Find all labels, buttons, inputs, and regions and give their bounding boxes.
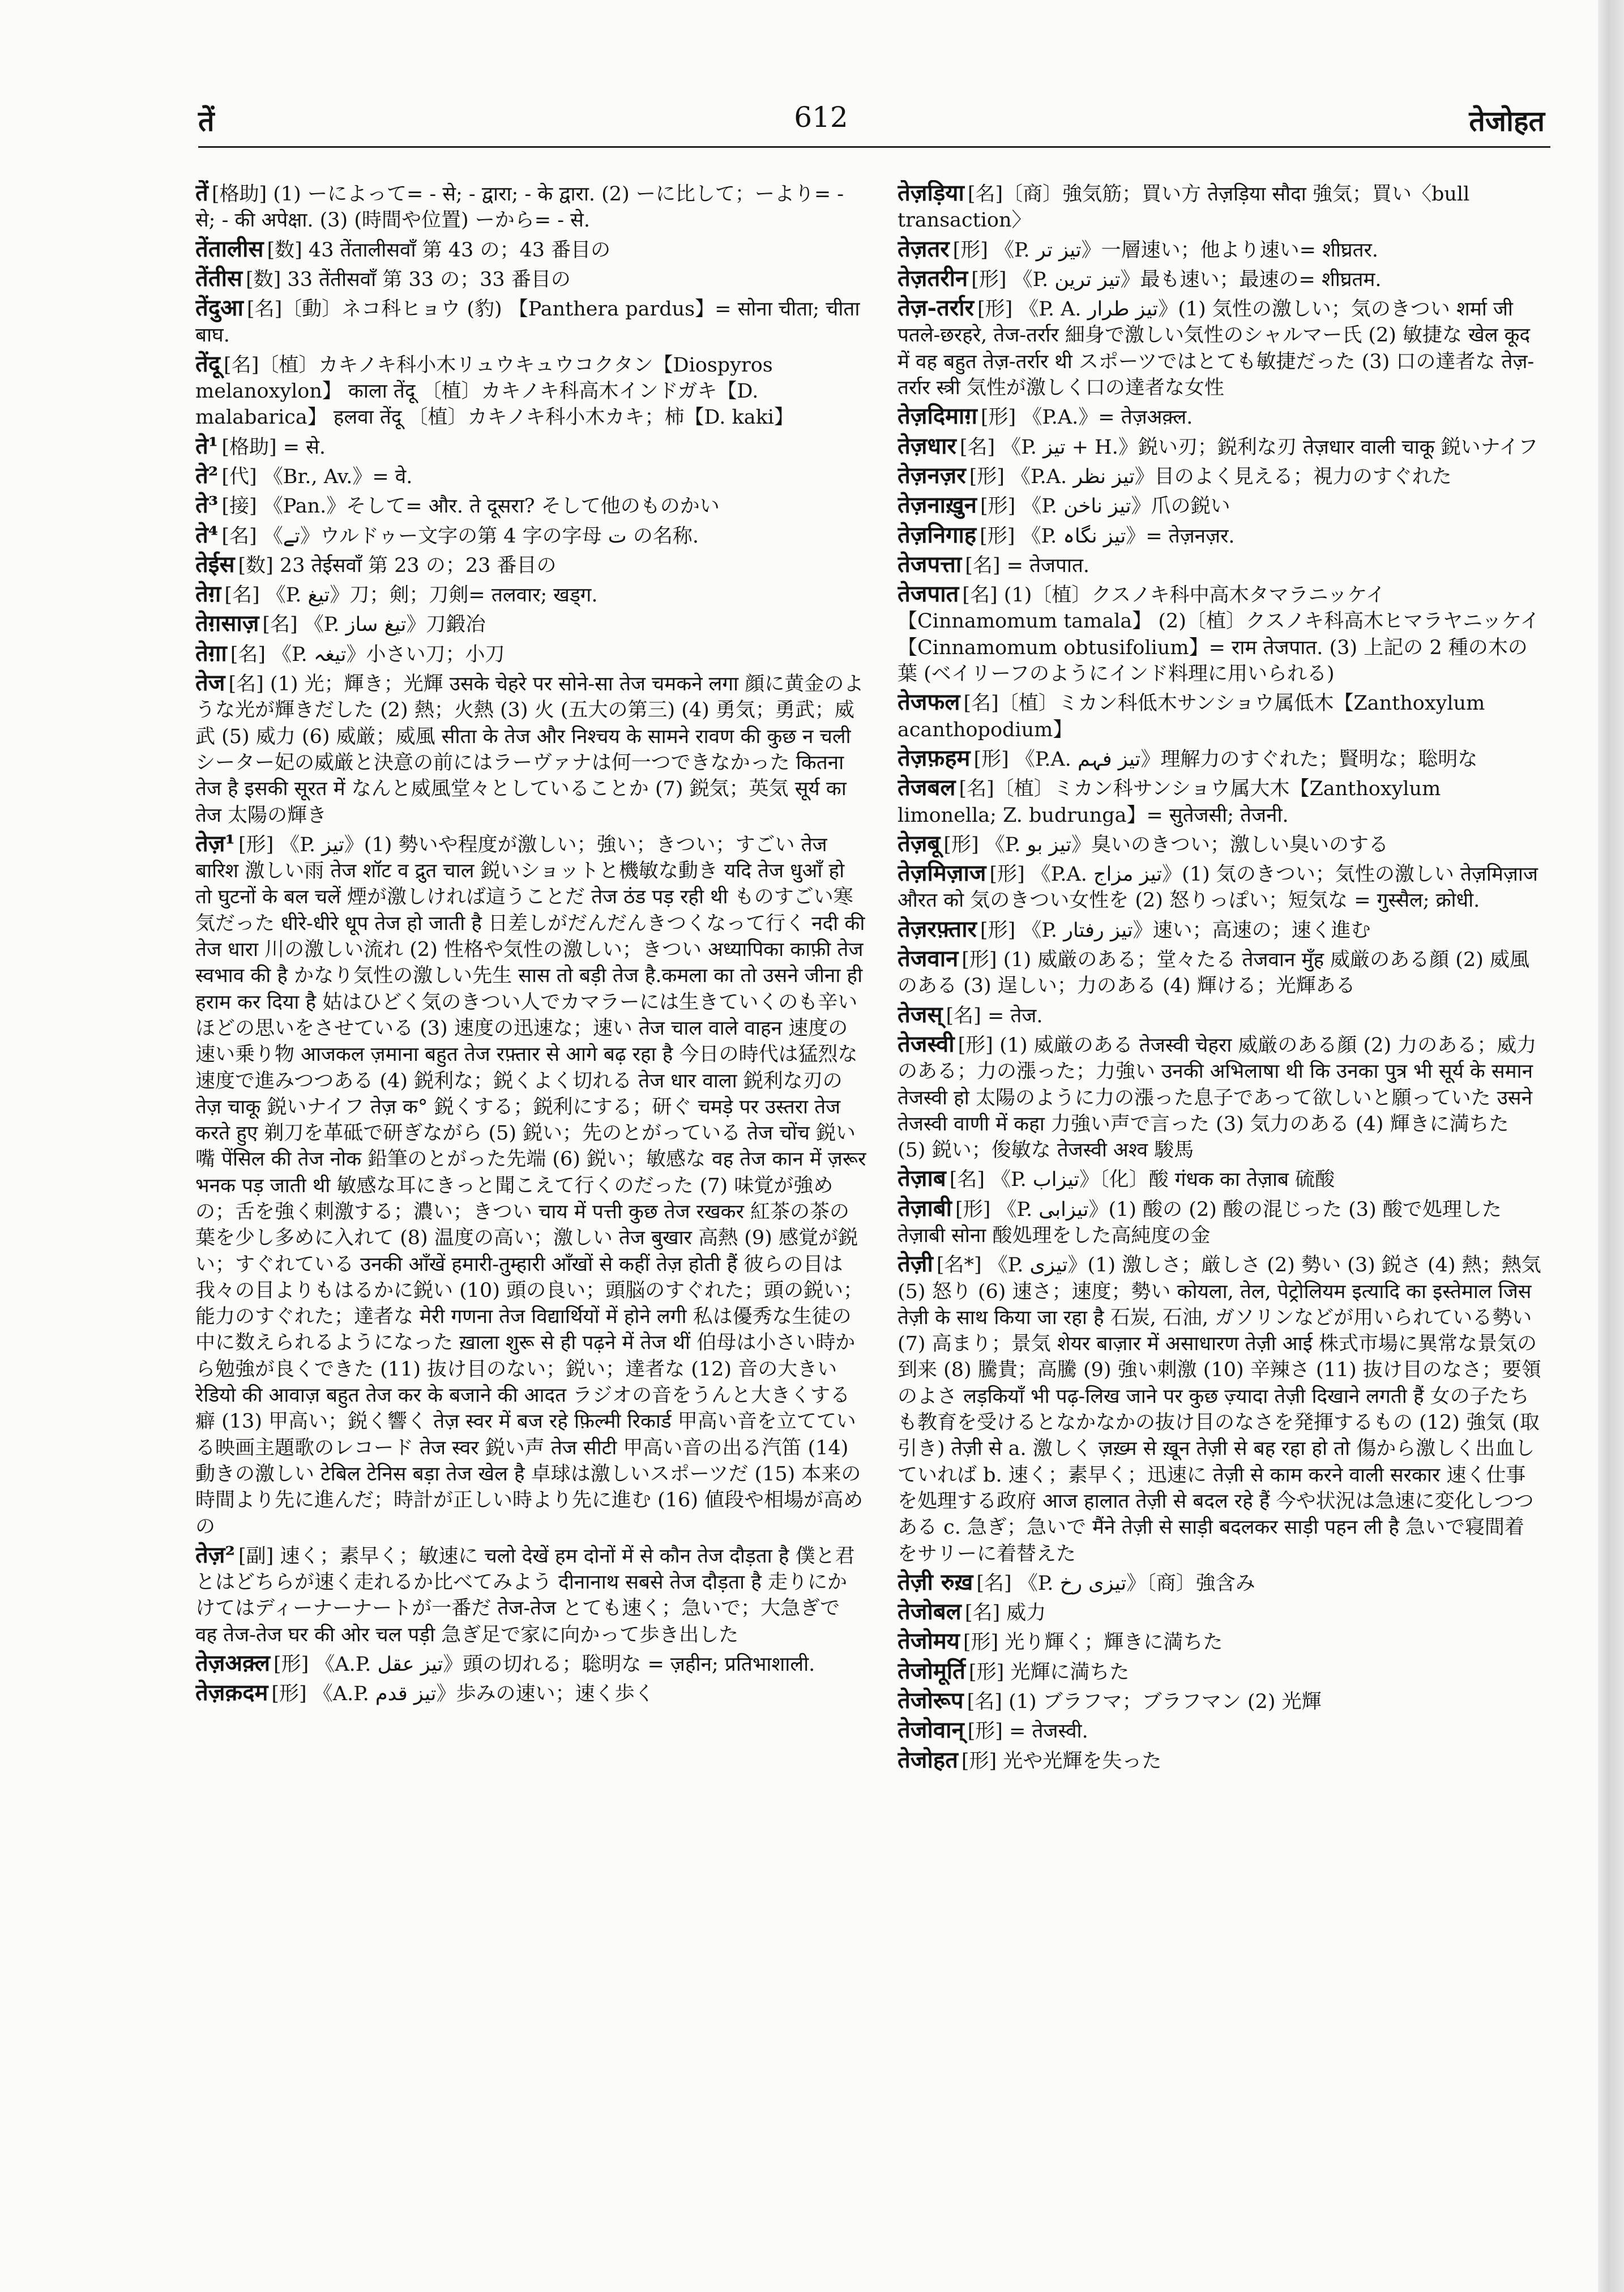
entry-headword: ते³ [195, 492, 219, 519]
dictionary-entry [195, 611, 866, 638]
dictionary-entry [898, 552, 1543, 579]
entry-headword: तेज़तरीन [898, 264, 968, 292]
dictionary-entry [898, 522, 1543, 549]
entry-headword: तेजस्वी [898, 1030, 955, 1057]
entry-headword: तेज़रफ़्तार [898, 915, 977, 942]
entry-definition: [形] (1) 威厳のある；堂々たる तेजवान मुँह 威厳のある顔 (2) 威風のある (3) 逞しい；力のある (4) 輝ける；光輝ある [898, 949, 1530, 998]
entry-headword: तेंदू [195, 350, 221, 377]
dictionary-entry [195, 522, 866, 549]
entry-headword: तेजोरूप [898, 1687, 964, 1714]
dictionary-entry [898, 1717, 1543, 1744]
entry-headword: तेजवान [898, 945, 959, 972]
dictionary-entry [195, 1650, 866, 1678]
entry-definition: [名] = तेज. [946, 1004, 1043, 1027]
entry-definition: [名] 《P. تیز + H.》鋭い刃；鋭利な刃 तेज़धार वाली चाकू 鋭いナイフ [959, 436, 1538, 459]
entry-definition: [形] 《P. تیز ترین》最も速い；最速の= शीघ्रतम. [971, 268, 1382, 291]
dictionary-entry [195, 463, 866, 490]
entry-headword: तेज़नज़र [898, 462, 966, 489]
entry-definition: [名*] 《P. تیزی》(1) 激しさ；厳しさ (2) 勢い (3) 鋭さ (4) 熱；熱気 (5) 怒り (6) 速さ；速度；勢い कोयला, तेल, पेट्रोलियम इत्यादि का इस्तेमाल जिस तेज़ी के साथ किया जा रहा है 石炭, 石油, ガソリンなどが用いられている勢い (7) 高まり；景気 शेयर बाज़ार में असाधारण तेज़ी आई 株式市場に異常な景気の到来 (8) 騰貴；高騰 (9) 強い刺激 (10) 辛辣さ (11) 抜け目のなさ；要領のよさ लड़कियाँ भी पढ़-लिख जाने पर कुछ ज़्यादा तेज़ी दिखाने लगती हैं 女の子たちも教育を受けるとなかなかの抜け目のなさを発揮するもの (12) 強気 (取引き) तेज़ी से a. 激しく ज़ख़्म से ख़ून तेज़ी से बह रहा हो तो 傷から激しく出血していれば b. 速く；素早く；迅速に तेज़ी से काम करने वाली सरकार 速く仕事を処理する政府 आज हालात तेज़ी से बदल रहे हैं 今や状況は急速に変化しつつある c. 急ぎ；急いで मैंने तेज़ी से साड़ी बदलकर साड़ी पहन ली है 急いで寝間着をサリーに着替えた [898, 1254, 1541, 1565]
entry-headword: तेजफल [898, 689, 960, 716]
dictionary-entry [195, 670, 866, 829]
entry-headword: तेजोहत [898, 1746, 958, 1773]
entry-definition: [副] 速く；素早く；敏速に चलो देखें हम दोनों में से कौन तेज दौड़ता है 僕と君とはどちらが速く走れるか比べてみよう दीनानाथ सबसे तेज दौड़ता है 走りにかけてはディーナーナートが一番だ तेज-तेज とても速く；急いで；大急ぎで वह तेज-तेज घर की ओर चल पड़ी 急ぎ足で家に向かって歩き出した [195, 1544, 855, 1646]
entry-definition: [名] 《P. تیزاب》〔化〕酸 गंधक का तेज़ाब 硫酸 [949, 1168, 1335, 1192]
entry-definition: [名]〔商〕強気筋；買い方 तेज़ड़िया सौदा 強気；買い〈bull transaction〉 [898, 183, 1470, 232]
entry-definition: [名]〔動〕ネコ科ヒョウ (豹) 【Panthera pardus】= सोना चीता; चीता बाघ. [195, 298, 860, 347]
entry-headword: तेजोवान् [898, 1717, 964, 1744]
entry-headword: तेजपात [898, 581, 959, 608]
dictionary-entry [898, 775, 1543, 829]
dictionary-entry [195, 831, 866, 1540]
dictionary-entry [898, 1599, 1543, 1626]
entry-definition: [形] 光や光輝を失った [961, 1749, 1162, 1773]
dictionary-entry [195, 266, 866, 293]
dictionary-entry [898, 1251, 1543, 1567]
dictionary-entry [898, 1031, 1543, 1163]
right-column [898, 180, 1543, 2253]
dictionary-entry [195, 351, 866, 431]
entry-headword: तेंतालीस [195, 235, 264, 262]
entry-definition: [形] 《P. تیز نگاہ》= तेज़नज़र. [980, 524, 1235, 548]
dictionary-entry [195, 581, 866, 608]
dictionary-entry [898, 180, 1543, 234]
entry-headword: तेज़ी रुख़ [898, 1568, 973, 1595]
entry-headword: तेज़क़दम [195, 1679, 268, 1706]
dictionary-entry [898, 1166, 1543, 1193]
dictionary-entry [195, 1542, 866, 1648]
entry-headword: तेज [195, 669, 225, 697]
entry-headword: तेईस [195, 550, 235, 578]
entry-headword: तेज़मिज़ाज [898, 860, 986, 887]
dictionary-entry [898, 1688, 1543, 1715]
entry-definition: [数] 43 तेंतालीसवाँ 第 43 の；43 番目の [267, 238, 611, 262]
entry-headword: तेग़ा [195, 639, 227, 667]
header-rule [198, 146, 1550, 148]
entry-definition: [名] 《P. تیزی رخ》〔商〕強含み [976, 1572, 1255, 1595]
dictionary-entry [898, 492, 1543, 519]
entry-headword: तेजोमय [898, 1628, 960, 1655]
entry-definition: [形] (1) 威厳のある तेजस्वी चेहरा 威厳のある顔 (2) 力のある；威力のある；力の漲った；力強い उनकी अभिलाषा थी कि उनका पुत्र भी सूर्य के समान तेजस्वी हो 太陽のように力の漲った息子であって欲しいと願っていた उसने तेजस्वी वाणी में कहा 力強い声で言った (3) 気力のある (4) 輝きに満ちた (5) 鋭い；俊敏な तेजस्वी अश्व 駿馬 [898, 1034, 1537, 1162]
left-column [195, 180, 866, 2253]
entry-headword: तेज़ाबी [898, 1194, 952, 1222]
entry-headword: तेज़ाब [898, 1165, 946, 1192]
entry-definition: [名] 《P. تیغ》刀；剣；刀剣= तलवार; खड्ग. [224, 584, 598, 607]
dictionary-entry [898, 266, 1543, 293]
entry-definition: [名] 威力 [964, 1602, 1046, 1625]
entry-definition: [接] 《Pan.》そして= और. ते दूसरा? そして他のものかい [221, 495, 720, 518]
entry-definition: [形] = तेजस्वी. [967, 1720, 1088, 1743]
entry-headword: तेग़साज़ [195, 610, 259, 637]
entry-headword: तें [195, 180, 208, 206]
entry-definition: [格助] = से. [221, 436, 326, 459]
entry-headword: तेजोमूर्ति [898, 1657, 965, 1684]
entry-headword: तेज़दिमाग़ [898, 403, 977, 430]
entry-definition: [形] 《P. A. تیز طرار》(1) 気性の激しい；気のきつい शर्मा जी पतले-छरहरे, तेज-तर्रार 細身で激しい気性のシャルマー氏 (2) 敏捷な खेल कूद में वह बहुत तेज़-तर्रार थी スポーツではとても敏捷だった (3) 口の達者な तेज़-तर्रार स्त्री 気性が激しく口の達者な女性 [898, 298, 1535, 400]
entry-headword: तेज़निगाह [898, 521, 977, 548]
entry-definition: [名]〔植〕ミカン科低木サンショウ属低木【Zanthoxylum acanthopodium】 [898, 692, 1485, 741]
entry-definition: [形] 《P. تیز ناخن》爪の鋭い [980, 495, 1230, 518]
dictionary-entry [898, 689, 1543, 743]
dictionary-entry [898, 295, 1543, 401]
header-left-guide-word: तें [198, 104, 215, 138]
entry-definition: [形] 《P. تیزابی》(1) 酸の (2) 酸の混じった (3) 酸で処理した तेज़ाबी सोना 酸処理をした高純度の金 [898, 1198, 1502, 1247]
dictionary-entry [898, 916, 1543, 944]
entry-definition: [名]〔植〕カキノキ科小木リュウキュウコクタン【Diospyros melanoxylon】 काला तेंदू 〔植〕カキノキ科高木インドガキ【D. malabarica】 हलवा तेंदू 〔植〕カキノキ科小木カキ；柿【D. kaki】 [195, 353, 794, 429]
entry-definition: [名]〔植〕ミカン科サンショウ属大木【Zanthoxylum limonella; Z. budrunga】= सुतेजसी; तेजनी. [898, 778, 1441, 827]
dictionary-entry [195, 641, 866, 668]
entry-definition: [形] 《P. تیز تر》一層速い；他より速い= शीघ्रतर. [952, 238, 1378, 262]
entry-definition: [名] 《P. تیغہ》小さい刀；小刀 [230, 643, 505, 666]
entry-headword: तेज़² [195, 1541, 235, 1568]
entry-definition: [代] 《Br., Av.》= वे. [221, 465, 413, 488]
entry-definition: [形] 《P.A. تیز مزاج》(1) 気のきつい；気性の激しい तेज़मिज़ाज औरत को 気のきつい女性を (2) 怒りっぽい；短気な = गुस्सैल; क्रोधी. [898, 863, 1538, 912]
entry-definition: [格助] (1) ーによって= - से; - द्वारा; - के द्वारा. (2) ーに比して；ーより= - से; - की अपेक्षा. (3) (時間や位置) ーから= - से. [195, 183, 844, 232]
dictionary-entry [898, 433, 1543, 460]
entry-definition: [名] (1) 光；輝き；光輝 उसके चेहरे पर सोने-सा तेज चमकने लगा 顔に黄金のような光が輝きだした (2) 熱；火熱 (3) 火 (五大の第三) (4) 勇気；勇武；威武 (5) 威力 (6) 威厳；威風 सीता के तेज और निश्चय के सामने रावण की कुछ न चली シーター妃の威厳と決意の前にはラーヴァナは何一つできなかった कितना तेज है इसकी सूरत में なんと威風堂々としていることか (7) 鋭気；英気 सूर्य का तेज 太陽の輝き [195, 673, 864, 827]
entry-headword: तेजोबल [898, 1598, 961, 1625]
entry-headword: तेज़अक़्ल [195, 1650, 270, 1677]
entry-headword: तेज़नाख़ुन [898, 492, 977, 519]
entry-definition: [数] 33 तेंतीसवाँ 第 33 の；33 番目の [246, 268, 571, 291]
entry-headword: ते⁴ [195, 521, 219, 548]
entry-definition: [名] (1)〔植〕クスノキ科中高木タマラニッケイ【Cinnamomum tamala】 (2)〔植〕クスノキ科高木ヒマラヤニッケイ【Cinnamomum obtusifolium】= राम तेजपात. (3) 上記の 2 種の木の葉 (ベイリーフのようにインド料理に用いられる) [898, 584, 1540, 686]
dictionary-entry [898, 1002, 1543, 1029]
entry-definition: [形] 《P.A. تیز فہم》理解力のすぐれた；賢明な；聡明な [973, 748, 1478, 771]
dictionary-entry [195, 492, 866, 519]
dictionary-entry [898, 1196, 1543, 1249]
dictionary-entry [195, 1680, 866, 1707]
dictionary-entry [898, 946, 1543, 1000]
dictionary-entry [195, 433, 866, 460]
entry-definition: [数] 23 तेईसवाँ 第 23 の；23 番目の [238, 554, 557, 577]
entry-definition: [名] = तेजपात. [965, 554, 1090, 577]
dictionary-entry [898, 1628, 1543, 1655]
entry-definition: [形] 《P. تیز》(1) 勢いや程度が激しい；強い；きつい；すごい तेज बारिश 激しい雨 तेज शॉट व द्रुत चाल 鋭いショットと機敏な動き यदि तेज धुआँ हो तो घुटनों के बल चलें 煙が激しければ這うことだ तेज ठंड पड़ रही थी ものすごい寒気だった धीरे-धीरे धूप तेज हो जाती है 日差しがだんだんきつくなって行く नदी की तेज धारा 川の激しい流れ (2) 性格や気性の激しい；きつい अध्यापिका काफ़ी तेज स्वभाव की है かなり気性の激しい先生 सास तो बड़ी तेज है.कमला का तो उसने जीना ही हराम कर दिया है 姑はひどく気のきつい人でカマラーには生きていくのも辛いほどの思いをさせている (3) 速度の迅速な；速い तेज चाल वाले वाहन 速度の速い乗り物 आजकल ज़माना बहुत तेज रफ़्तार से आगे बढ़ रहा है 今日の時代は猛烈な速度で進みつつある (4) 鋭利な；鋭くよく切れる तेज धार वाला 鋭利な刃の तेज़ चाकू 鋭いナイフ तेज़ क° 鋭くする；鋭利にする；研ぐ चमड़े पर उस्तरा तेज करते हुए 剃刀を革砥で研ぎながら (5) 鋭い；先のとがっている तेज चोंच 鋭い嘴 पेंसिल की तेज नोक 鉛筆のとがった先端 (6) 鋭い；敏感な वह तेज कान में ज़रूर भनक पड़ जाती थी 敏感な耳にきっと聞こえて行くのだった (7) 味覚が強めの；舌を強く刺激する；濃い；きつい चाय में पत्ती कुछ तेज रखकर 紅茶の茶の葉を少し多めに入れて (8) 温度の高い；激しい तेज बुखार 高熱 (9) 感覚が鋭い；すぐれている उनकी आँखें हमारी-तुम्हारी आँखों से कहीं तेज़ होती हैं 彼らの目は我々の目よりもはるかに鋭い (10) 頭の良い；頭脳のすぐれた；頭の鋭い；能力のすぐれた；達者な मेरी गणना तेज विद्यार्थियों में होने लगी 私は優秀な生徒の中に数えられるようになった ख़ाला शुरू से ही पढ़ने में तेज थीं 伯母は小さい時から勉強が良くできた (11) 抜け目のない；鋭い；達者な (12) 音の大きい रेडियो की आवाज़ बहुत तेज कर के बजाने की आदत ラジオの音をうんと大きくする癖 (13) 甲高い；鋭く響く तेज़ स्वर में बज रहे फ़िल्मी रिकार्ड 甲高い音を立てている映画主題歌のレコード तेज स्वर 鋭い声 तेज सीटी 甲高い音の出る汽笛 (14) 動きの激しい टेबिल टेनिस बड़ा तेज खेल है 卓球は激しいスポーツだ (15) 本来の時間より先に進んだ；時計が正しい時より先に進む (16) 値段や相場が高めの [195, 833, 866, 1538]
entry-headword: तेग़ [195, 581, 221, 608]
entry-headword: तेज़बू [898, 830, 941, 857]
dictionary-entry [898, 745, 1543, 772]
entry-headword: तेज़-तर्रार [898, 294, 974, 322]
entry-headword: तेज़फ़हम [898, 744, 971, 771]
dictionary-entry [195, 180, 866, 234]
entry-headword: तेंतीस [195, 264, 242, 292]
dictionary-entry [898, 581, 1543, 687]
entry-definition: [形] 《P.A.》= तेज़अक़्ल. [980, 406, 1193, 429]
entry-definition: [名] (1) ブラフマ；ブラフマン (2) 光輝 [967, 1691, 1322, 1714]
page-number: 612 [794, 101, 848, 134]
entry-definition: [形] 《A.P. تیز قدم》歩みの速い；速く歩く [271, 1683, 655, 1706]
entry-headword: तेज़धार [898, 432, 956, 459]
entry-headword: तेंदुआ [195, 294, 243, 322]
entry-headword: तेज़¹ [195, 830, 235, 857]
dictionary-entry [898, 403, 1543, 430]
dictionary-entry [195, 552, 866, 579]
dictionary-entry [898, 860, 1543, 914]
dictionary-entry [195, 295, 866, 349]
dictionary-entry [898, 831, 1543, 858]
entry-headword: ते¹ [195, 432, 219, 459]
entry-headword: ते² [195, 462, 219, 489]
entry-headword: तेज़ी [898, 1250, 933, 1278]
dictionary-entry [898, 1658, 1543, 1685]
entry-headword: तेज़तर [898, 235, 950, 262]
book-spine-edge [1598, 0, 1624, 2292]
page-header [0, 0, 1624, 181]
entry-headword: तेजस् [898, 1001, 943, 1028]
dictionary-entry [195, 236, 866, 263]
entry-definition: [形] 《P. تیز رفتار》速い；高速の；速く進む [980, 919, 1371, 942]
entry-definition: [形] 《P.A. تیز نظر》目のよく見える；視力のすぐれた [969, 465, 1452, 488]
entry-definition: [形] 光り輝く；輝きに満ちた [963, 1631, 1223, 1654]
entry-definition: [名] 《تے》ウルドゥー文字の第 4 字の字母 ت の名称. [221, 524, 699, 548]
entry-headword: तेज़ड़िया [898, 180, 964, 206]
header-right-guide-word: तेजोहत [1469, 104, 1545, 138]
entry-headword: तेजपत्ता [898, 550, 962, 578]
entry-definition: [名] 《P. تیغ ساز》刀鍛冶 [262, 613, 486, 637]
dictionary-entry [898, 1747, 1543, 1774]
dictionary-entry [898, 1569, 1543, 1597]
entry-definition: [形] 《A.P. تیز عقل》頭の切れる；聡明な = ज़हीन; प्रतिभाशाली. [273, 1653, 815, 1676]
entry-headword: तेजबल [898, 774, 956, 801]
entry-definition: [形] 光輝に満ちた [968, 1661, 1130, 1684]
dictionary-entry [898, 236, 1543, 263]
entry-definition: [形] 《P. تیز بو》臭いのきつい；激しい臭いのする [943, 833, 1389, 856]
dictionary-entry [898, 463, 1543, 490]
